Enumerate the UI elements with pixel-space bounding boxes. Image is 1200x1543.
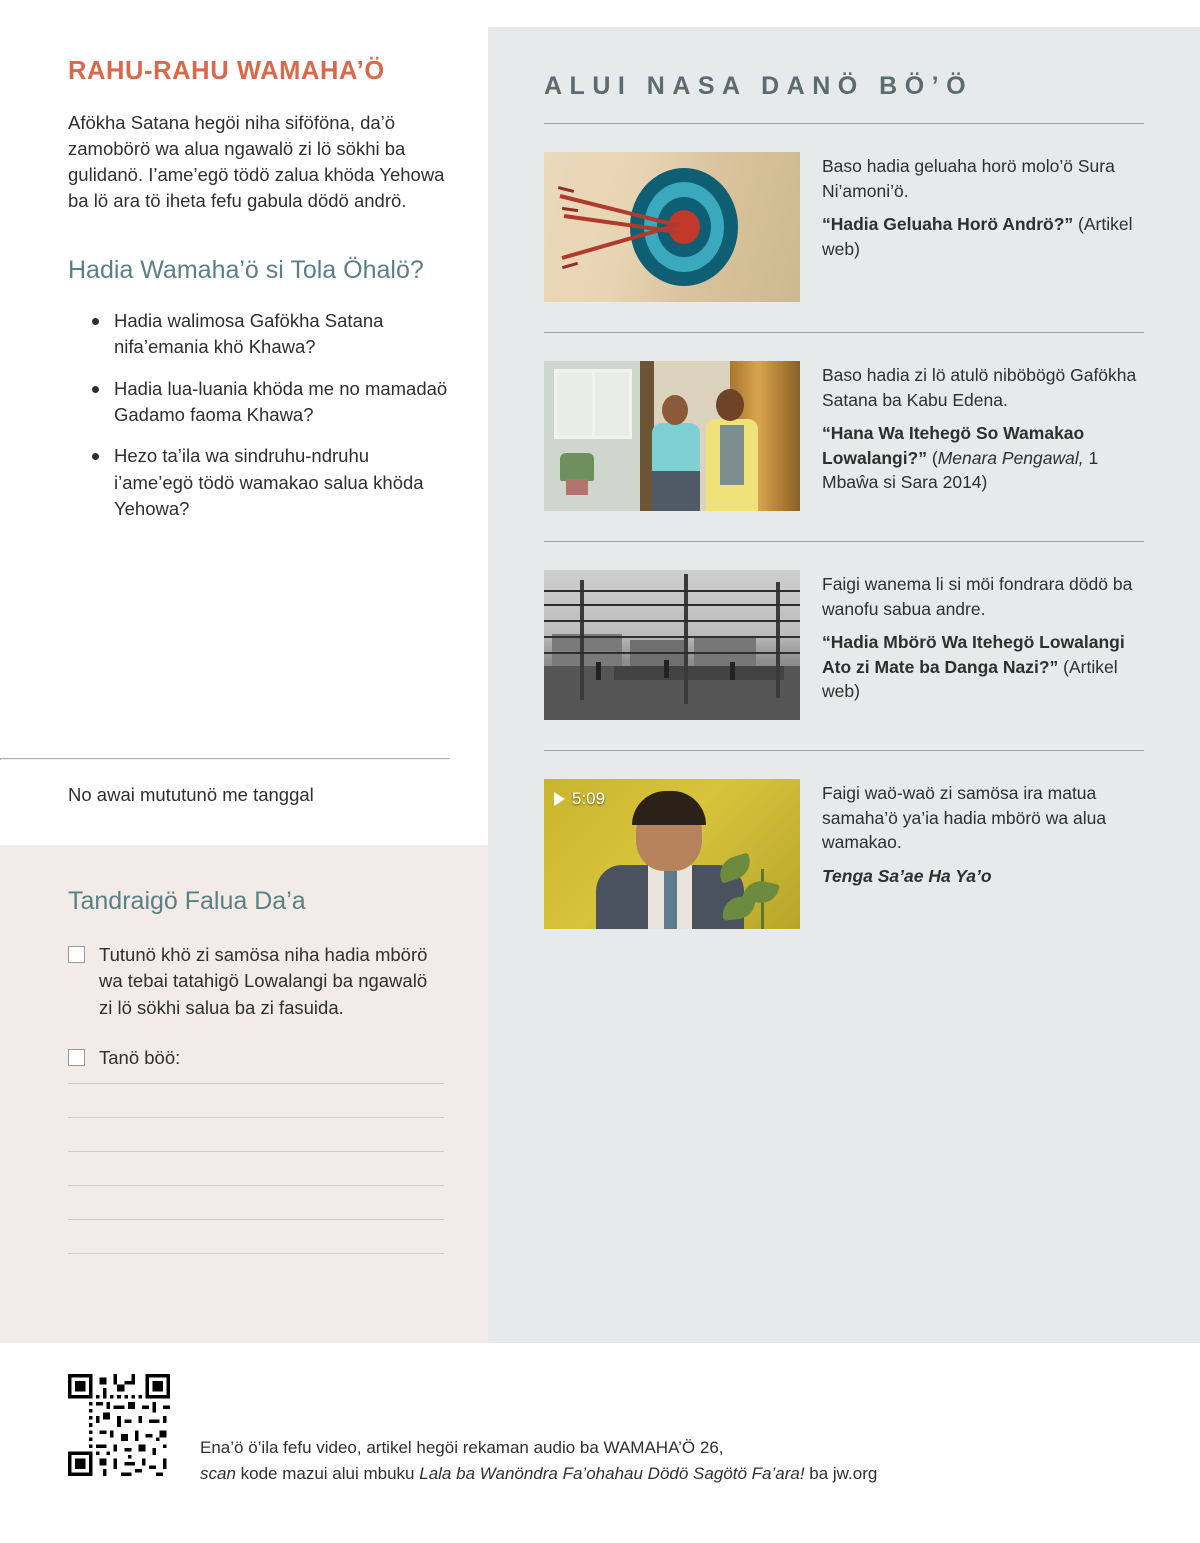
question-list (68, 308, 448, 522)
item-reference-suffix: (Artikel web) (822, 656, 1118, 701)
concentration-camp-image[interactable] (544, 570, 800, 720)
blank-line (68, 1185, 444, 1219)
checklist-item-2-label: Tanö böö: (99, 1046, 181, 1068)
list-item-text (822, 152, 1144, 302)
blank-line (68, 1219, 444, 1253)
list-item[interactable] (544, 541, 1144, 750)
divider (0, 758, 450, 760)
action-panel (0, 845, 488, 1343)
blank-line (68, 1117, 444, 1151)
item-reference-publication: Menara Pengawal, (937, 447, 1084, 468)
right-column-title: ALUI NASA DANÖ BÖ’Ö (544, 72, 974, 100)
two-women-at-door-image[interactable] (544, 361, 800, 511)
list-item-text (822, 361, 1144, 511)
item-reference-suffix: ( (927, 447, 938, 468)
item-description: Faigi waö-waö zi samösa ira matua samaha’ö ya’ia hadia mbörö wa alua wamakao. (822, 783, 1107, 852)
item-reference (822, 630, 1144, 704)
checkbox-2[interactable] (68, 1049, 85, 1066)
right-column (488, 27, 1200, 1343)
footer-line-2 (200, 1461, 877, 1487)
item-reference-title: “Hadia Geluaha Horö Andrö?” (822, 214, 1074, 234)
item-reference-date: 1 Mbaŵa si Sara 2014) (822, 447, 1099, 492)
item-reference-title: “Hana Wa Itehegö So Wamakao Lowalangi?” (822, 423, 1085, 468)
list-item: Hadia lua-luania khöda me no mamadaö Gadamo faoma Khawa? (90, 376, 448, 429)
item-reference-video-title: Tenga Sa’ae Ha Ya’o (822, 865, 992, 886)
target-with-arrows-image[interactable] (544, 152, 800, 302)
item-description: Faigi wanema li si möi fondrara dödö ba wanofu sabua andre. (822, 574, 1133, 619)
note-text: No awai mututunö me tanggal (68, 784, 314, 805)
list-item-text (822, 570, 1144, 720)
item-description: Baso hadia zi lö atulö niböbögö Gafökha Satana ba Kabu Edena. (822, 365, 1137, 410)
list-item[interactable] (544, 123, 1144, 332)
item-description: Baso hadia geluaha horö molo’ö Sura Ni’amoni’ö. (822, 156, 1115, 201)
section-heading-actions: Tandraigö Falua Da’a (68, 887, 306, 915)
list-item: Hadia walimosa Gafökha Satana nifa’emania khö Khawa? (90, 308, 448, 361)
blank-line (68, 1253, 444, 1287)
footer-line-1: Ena’ö ö’ila fefu video, artikel hegöi rekaman audio ba WAMAHA’Ö 26, (200, 1438, 724, 1457)
item-reference (822, 864, 1144, 889)
section-heading-questions: Hadia Wamaha’ö si Tola Öhalö? (68, 255, 424, 284)
page-title: RAHU-RAHU WAMAHA’Ö (68, 57, 385, 85)
checklist-item-1[interactable] (68, 942, 444, 1021)
footer-book-title: Lala ba Wanöndra Fa’ohahau Dödö Sagötö Fa’ara! (419, 1463, 805, 1483)
intro-paragraph: Afökha Satana hegöi niha siföföna, da’ö zamobörö wa alua ngawalö zi lö sökhi ba gulidanö. I’ame’egö tödö zalua khöda Yehowa ba lö ara tö iheta fefu gabula dödö andrö. (68, 111, 445, 212)
video-play-badge[interactable] (554, 789, 605, 809)
footer (0, 1343, 1200, 1543)
blank-line (68, 1083, 444, 1117)
checklist-item-1-label: Tutunö khö zi samösa niha hadia mbörö wa tebai tatahigö Lowalangi ba ngawalö zi lö sökhi salua ba zi fasuida. (99, 944, 428, 1018)
footer-scan-word: scan (200, 1463, 236, 1483)
footer-text (200, 1435, 877, 1486)
qr-code[interactable] (68, 1374, 170, 1476)
list-item-text (822, 779, 1144, 929)
video-man-interview-image[interactable] (544, 779, 800, 929)
qr-code-icon (68, 1374, 170, 1476)
video-duration: 5:09 (572, 789, 606, 808)
resource-list (544, 123, 1144, 959)
list-item[interactable] (544, 750, 1144, 959)
write-in-lines[interactable] (68, 1083, 444, 1287)
item-reference (822, 212, 1144, 261)
play-icon (554, 792, 565, 806)
list-item: Hezo ta’ila wa sindruhu-ndruhu i’ame’egö tödö wamakao salua khöda Yehowa? (90, 443, 448, 522)
item-reference-title: “Hadia Mbörö Wa Itehegö Lowalangi Ato zi Mate ba Danga Nazi?” (822, 632, 1125, 677)
item-reference (822, 421, 1144, 495)
checkbox-1[interactable] (68, 946, 85, 963)
checklist-item-2[interactable] (68, 1045, 444, 1071)
list-item[interactable] (544, 332, 1144, 541)
footer-line-2-post: ba jw.org (804, 1463, 878, 1483)
footer-line-2-mid: kode mazui alui mbuku (235, 1463, 420, 1483)
blank-line (68, 1151, 444, 1185)
item-reference-suffix: (Artikel web) (822, 214, 1133, 259)
